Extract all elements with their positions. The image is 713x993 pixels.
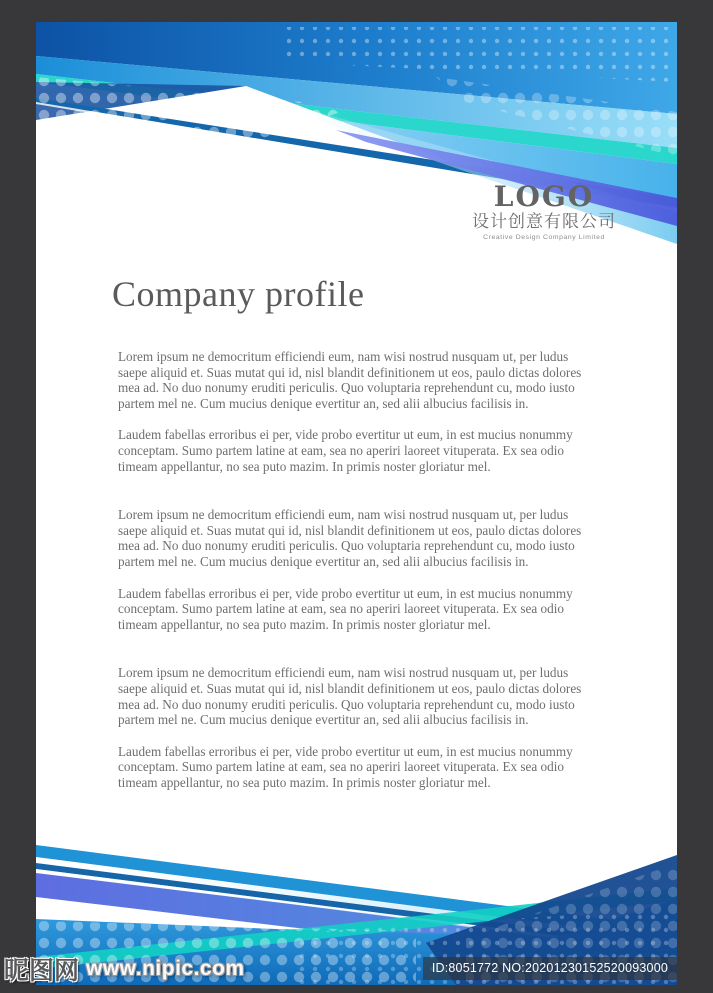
page-title: Company profile [112,274,365,314]
letterhead-page [36,22,677,985]
text-section [118,349,600,474]
watermark-id-label: ID:8051772 NO:20201230152520093000 [423,957,677,980]
body-paragraph: Lorem ipsum ne democritum efficiendi eum, nam wisi nostrud nusquam ut, per ludus saepe aliquid et. Suas mutat qui id, nisl blandit definitionem ut eos, paulo dictas dolores mea ad. No duo nonumy eruditi periculis. Quo voluptaria reprehendunt cu, modo iusto partem mel ne. Cum mucius denique evertitur an, sed alii albucius facilisis in. [118,349,582,411]
body-paragraph: Laudem fabellas erroribus ei per, vide probo evertitur ut eum, in est mucius nonummy conceptam. Sumo partem latine at eam, sea no aperiri laoreet vituperata. Ex sea odio timeam appellantur, no sea puto mazim. In primis noster gloriatur mel. [118,743,573,790]
logo-wordmark: LOGO [493,180,595,213]
text-section [118,507,600,632]
body-paragraph: Lorem ipsum ne democritum efficiendi eum, nam wisi nostrud nusquam ut, per ludus saepe aliquid et. Suas mutat qui id, nisl blandit definitionem ut eos, paulo dictas dolores mea ad. No duo nonumy eruditi periculis. Quo voluptaria reprehendunt cu, modo iusto partem mel ne. Cum mucius denique evertitur an, sed alii albucius facilisis in. [118,665,582,728]
body-paragraph: Lorem ipsum ne democritum efficiendi eum, nam wisi nostrud nusquam ut, per ludus saepe aliquid et. Suas mutat qui id, nisl blandit definitionem ut eos, paulo dictas dolores mea ad. No duo nonumy eruditi periculis. Quo voluptaria reprehendunt cu, modo iusto partem mel ne. Cum mucius denique evertitur an, sed alii albucius facilisis in. [118,507,582,569]
text-sections [112,349,604,790]
company-logo [439,182,649,242]
body-paragraph: Laudem fabellas erroribus ei per, vide probo evertitur ut eum, in est mucius nonummy conceptam. Sumo partem latine at eam, sea no aperiri laoreet vituperata. Ex sea odio timeam appellantur, no sea puto mazim. In primis noster gloriatur mel. [118,585,573,632]
watermark-site-name: 昵图网 [4,956,80,985]
watermark-site-url: www.nipic.com [86,957,245,980]
logo-subtitle-english: Creative Design Company Limited [483,234,605,242]
body-paragraph: Laudem fabellas erroribus ei per, vide probo evertitur ut eum, in est mucius nonummy conceptam. Sumo partem latine at eam, sea no aperiri laoreet vituperata. Ex sea odio timeam appellantur, no sea puto mazim. In primis noster gloriatur mel. [118,427,573,474]
watermark-site-logo [4,951,245,987]
text-section [118,665,600,790]
document-body [112,274,604,790]
logo-subtitle-chinese: 设计创意有限公司 [472,212,616,233]
